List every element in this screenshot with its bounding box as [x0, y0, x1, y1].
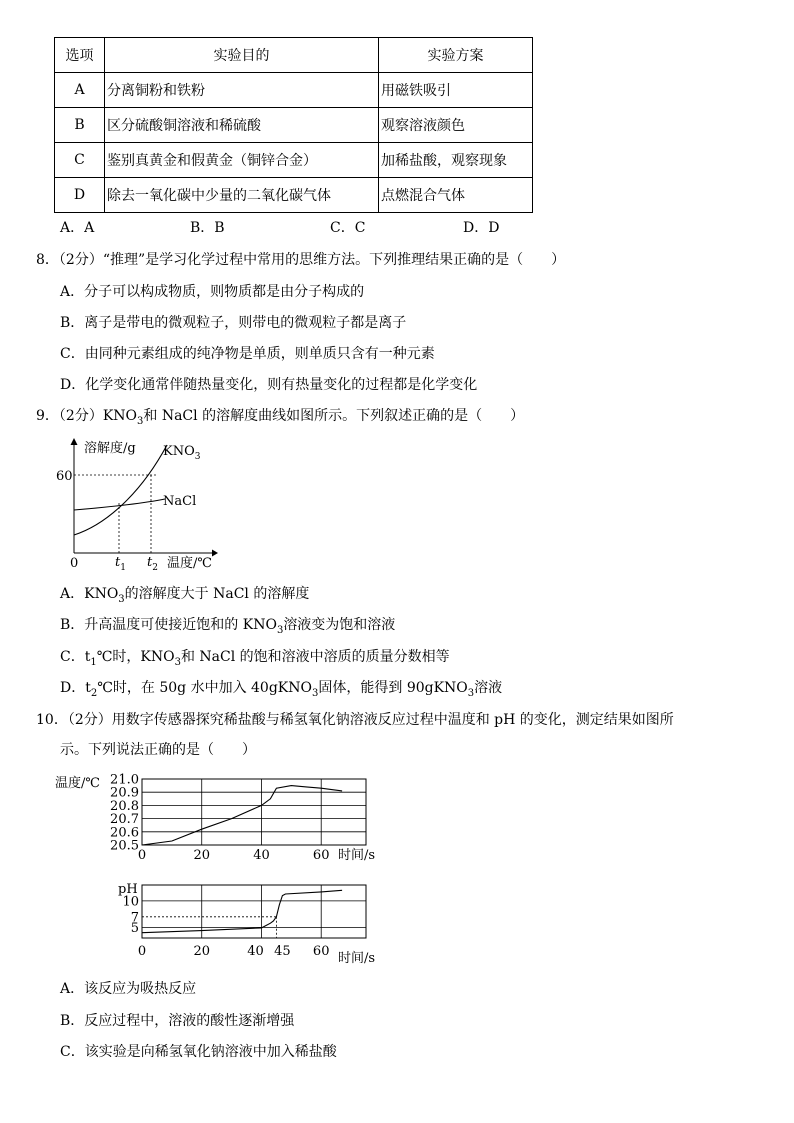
- q10-option-c: C．该实验是向稀氢氧化钠溶液中加入稀盐酸: [60, 1044, 337, 1060]
- t1-text: t: [115, 555, 121, 570]
- plot-frame: [142, 779, 366, 845]
- y-tick-label: 20.7: [110, 812, 139, 828]
- origin-label: 0: [70, 556, 79, 571]
- y-tick-label: 20.5: [110, 838, 139, 854]
- option-text: 的溶解度大于 NaCl 的溶解度: [124, 586, 310, 602]
- y-tick-label: 5: [130, 920, 139, 936]
- q10-option-a: A．该反应为吸热反应: [60, 981, 197, 997]
- temperature-curve: [142, 786, 342, 845]
- q10-option-b: B．反应过程中，溶液的酸性逐渐增强: [60, 1013, 295, 1029]
- x-tick-label: 20: [193, 944, 211, 959]
- option-text: 和 NaCl 的饱和溶液中溶质的质量分数相等: [180, 649, 450, 665]
- q9-stem-text: 和 NaCl 的溶解度曲线如图所示。下列叙述正确的是（ ）: [143, 408, 525, 424]
- q9-stem: [36, 407, 524, 431]
- x-tick-label: 0: [137, 944, 147, 959]
- temperature-chart: [50, 770, 390, 866]
- table-cell: 用磁铁吸引: [379, 73, 533, 108]
- table-cell: 点燃混合气体: [379, 178, 533, 213]
- ph-x-ticks: [138, 944, 330, 959]
- y-axis-arrow: [71, 438, 78, 445]
- table-cell: B: [55, 108, 105, 143]
- subscript: 3: [137, 415, 144, 427]
- q7-option-d: D．D: [463, 220, 500, 236]
- y-tick-label: 20.9: [110, 785, 139, 801]
- option-text: C．t: [60, 649, 91, 665]
- subscript: 3: [312, 687, 319, 699]
- subscript: 2: [152, 563, 158, 573]
- q9-option-b: [60, 616, 395, 640]
- x-axis-label: 温度/℃: [167, 556, 212, 571]
- q8-option-a: A．分子可以构成物质，则物质都是由分子构成的: [60, 284, 365, 300]
- temperature-y-ticks: [110, 773, 139, 854]
- table-cell: 除去一氧化碳中少量的二氧化碳气体: [105, 178, 379, 213]
- subscript: 1: [90, 656, 97, 668]
- kno3-label-text: KNO: [163, 444, 195, 459]
- kno3-label: [163, 444, 201, 462]
- q9-option-d: [60, 679, 502, 703]
- experiment-table: [54, 37, 533, 213]
- x-tick-label: 60: [312, 848, 330, 863]
- q7-option-a: A．A: [60, 220, 95, 236]
- t2-text: t: [147, 555, 153, 570]
- option-text: 溶液: [474, 680, 503, 696]
- option-text: ℃时，在 50g 水中加入 40gKNO: [97, 680, 312, 696]
- table-cell: 鉴别真黄金和假黄金（铜锌合金）: [105, 143, 379, 178]
- q9-option-a: [60, 585, 309, 609]
- table-cell: D: [55, 178, 105, 213]
- ph-grid: [142, 885, 366, 938]
- subscript: 3: [174, 656, 181, 668]
- option-text: ℃时，KNO: [96, 649, 175, 665]
- x-tick-label: 40: [247, 944, 264, 959]
- table-cell: 加稀盐酸，观察现象: [379, 143, 533, 178]
- table-header: 实验方案: [379, 38, 533, 73]
- ph-y-ticks: [122, 894, 139, 936]
- subscript: 2: [90, 687, 98, 699]
- y-tick-label: 20.6: [110, 825, 139, 841]
- q7-options: [60, 219, 540, 239]
- t1-label: [115, 555, 126, 573]
- table-cell: 区分硫酸铜溶液和稀硫酸: [105, 108, 379, 143]
- x-tick-label: 20: [193, 848, 211, 863]
- option-text: B．升高温度可使接近饱和的 KNO: [60, 617, 277, 633]
- ph-y-label: pH: [118, 882, 138, 897]
- temperature-grid: [142, 779, 366, 845]
- y-tick-label: 21.0: [110, 772, 139, 788]
- y-axis-label: 溶解度/g: [84, 441, 136, 456]
- x-tick-label: 40: [253, 848, 270, 863]
- table-row: [55, 73, 533, 108]
- table-cell: 分离铜粉和铁粉: [105, 73, 379, 108]
- subscript: 3: [194, 452, 201, 462]
- table-cell: 观察溶液颜色: [379, 108, 533, 143]
- table-header: 选项: [55, 38, 105, 73]
- q8-option-b: B．离子是带电的微观粒子，则带电的微观粒子都是离子: [60, 315, 407, 331]
- plot-frame: [142, 885, 366, 938]
- ph-curve: [142, 890, 342, 932]
- table-header-row: [55, 38, 533, 73]
- q8-option-d: D．化学变化通常伴随热量变化，则有热量变化的过程都是化学变化: [60, 377, 478, 393]
- subscript: 1: [120, 563, 126, 573]
- subscript: 3: [276, 624, 284, 636]
- table-cell: A: [55, 73, 105, 108]
- option-text: 固体，能得到 90gKNO: [318, 680, 468, 696]
- table-row: [55, 143, 533, 178]
- nacl-label: NaCl: [163, 494, 197, 509]
- table-row: [55, 108, 533, 143]
- ph-x-label: 时间/s: [338, 951, 376, 966]
- x-tick-label: 0: [137, 848, 147, 863]
- temperature-y-label: 温度/℃: [55, 776, 100, 791]
- q9-option-c: [60, 648, 450, 672]
- x-tick-label: 45: [274, 944, 291, 959]
- option-text: D．t: [60, 680, 91, 696]
- solubility-chart: [55, 435, 225, 575]
- x-axis-arrow: [212, 550, 218, 557]
- temperature-x-label: 时间/s: [338, 848, 376, 863]
- q7-option-c: C．C: [330, 220, 366, 236]
- table-header: 实验目的: [105, 38, 379, 73]
- subscript: 3: [118, 593, 125, 605]
- t2-label: [147, 555, 158, 573]
- table-row: [55, 178, 533, 213]
- q7-option-b: B．B: [190, 220, 225, 236]
- x-tick-label: 60: [312, 944, 330, 959]
- q10-stem-line2: 示。下列说法正确的是（ ）: [60, 742, 256, 758]
- table-cell: C: [55, 143, 105, 178]
- y-tick-label: 20.8: [110, 798, 139, 814]
- q9-stem-text: 9．（2分）KNO: [36, 408, 138, 424]
- q8-option-c: C．由同种元素组成的纯净物是单质，则单质只含有一种元素: [60, 346, 435, 362]
- option-text: 溶液变为饱和溶液: [283, 617, 396, 633]
- y-tick-label: 7: [130, 910, 139, 926]
- y-tick-60: 60: [56, 469, 73, 484]
- y-tick-label: 10: [122, 894, 139, 910]
- subscript: 3: [467, 687, 475, 699]
- ph-chart: [110, 876, 390, 968]
- option-text: A．KNO: [60, 586, 119, 602]
- q8-stem: 8．（2分）“推理”是学习化学过程中常用的思维方法。下列推理结果正确的是（ ）: [36, 252, 566, 268]
- q10-stem-line1: 10．（2分）用数字传感器探究稀盐酸与稀氢氧化钠溶液反应过程中温度和 pH 的变化，测定结果如图所: [36, 712, 674, 728]
- temperature-x-ticks: [138, 848, 330, 863]
- kno3-curve: [74, 445, 167, 535]
